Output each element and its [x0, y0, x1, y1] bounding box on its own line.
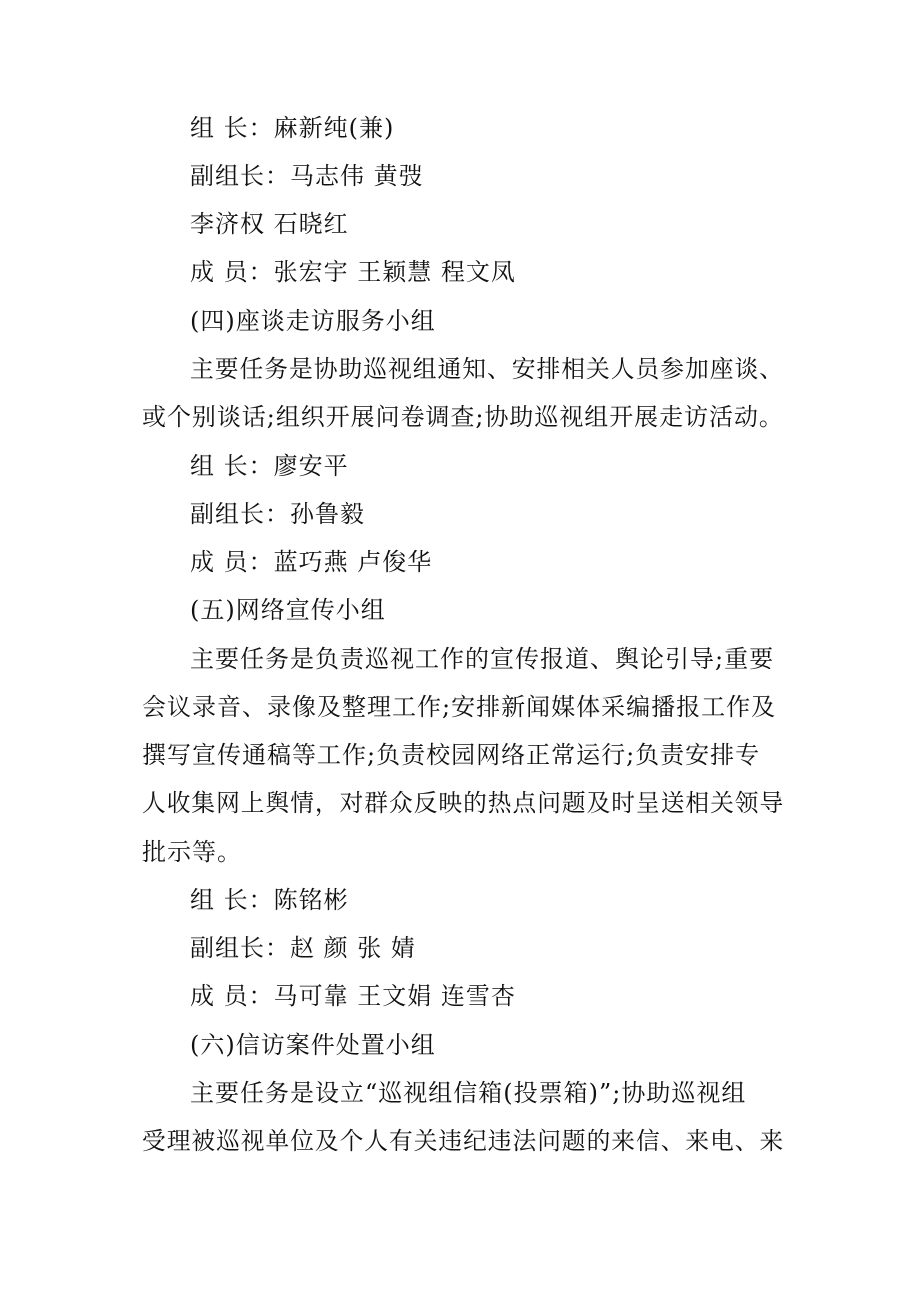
section-heading: (五)网络宣传小组: [190, 596, 386, 624]
text-line: 副组长：马志伟 黄弢: [190, 162, 424, 190]
text-line: 受理被巡视单位及个人有关违纪违法问题的来信、来电、来: [142, 1127, 785, 1155]
text-line: 副组长：赵 颜 张 婧: [190, 934, 416, 962]
text-line: 批示等。: [142, 838, 242, 866]
text-line: 组 长：麻新纯(兼): [190, 114, 395, 142]
text-line: 或个别谈话;组织开展问卷调查;协助巡视组开展走访活动。: [142, 403, 784, 431]
text-line: 主要任务是设立“巡视组信箱(投票箱)”;协助巡视组: [190, 1079, 747, 1107]
text-line: 组 长：廖安平: [190, 452, 349, 480]
text-line: 人收集网上舆情，对群众反映的热点问题及时呈送相关领导: [142, 789, 785, 817]
text-line: 成 员：马可靠 王文娟 连雪杏: [190, 982, 516, 1010]
text-line: 李济权 石晓红: [190, 210, 349, 238]
section-heading: (四)座谈走访服务小组: [190, 307, 436, 335]
text-line: 副组长：孙鲁毅: [190, 500, 365, 528]
text-line: 会议录音、录像及整理工作;安排新闻媒体采编播报工作及: [142, 693, 777, 721]
section-heading: (六)信访案件处置小组: [190, 1031, 436, 1059]
text-line: 成 员：张宏宇 王颖慧 程文凤: [190, 258, 516, 286]
text-line: 撰写宣传通稿等工作;负责校园网络正常运行;负责安排专: [142, 741, 761, 769]
text-line: 组 长：陈铭彬: [190, 886, 349, 914]
text-line: 主要任务是负责巡视工作的宣传报道、舆论引导;重要: [190, 645, 775, 673]
text-line: 主要任务是协助巡视组通知、安排相关人员参加座谈、: [190, 355, 784, 383]
text-line: 成 员：蓝巧燕 卢俊华: [190, 548, 433, 576]
